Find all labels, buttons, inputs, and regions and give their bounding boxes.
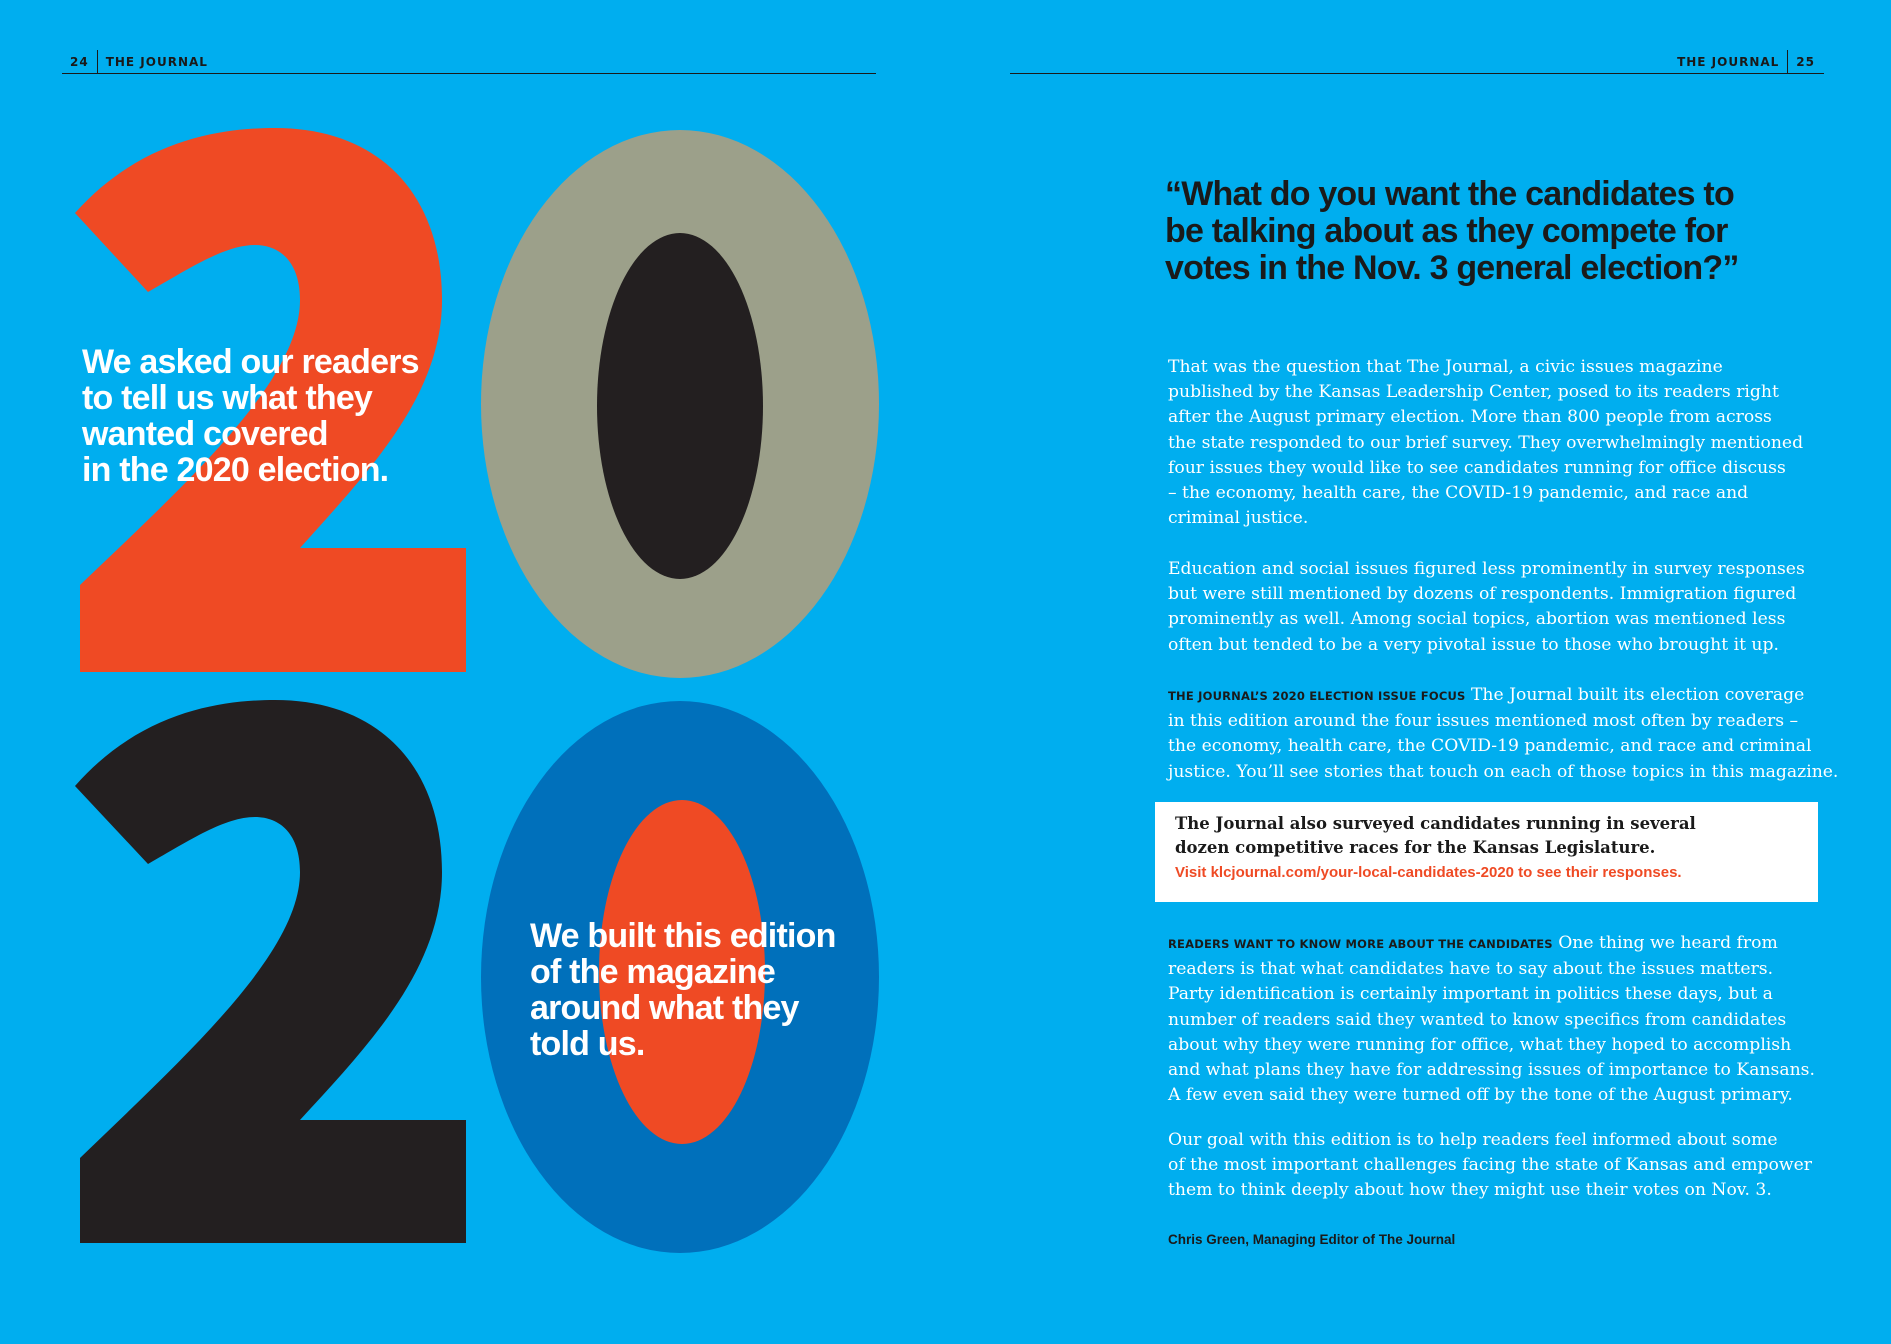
- body-line: Party identification is certainly important in politics these days, but a: [1168, 984, 1773, 1005]
- left-running-title: THE JOURNAL: [105, 55, 208, 69]
- body-line: the economy, health care, the COVID-19 pandemic, and race and criminal: [1168, 736, 1812, 757]
- body-line: after the August primary election. More than 800 people from across: [1168, 407, 1772, 428]
- body-line: prominently as well. Among social topics, abortion was mentioned less: [1168, 609, 1786, 630]
- paragraph-intro: [1168, 355, 1828, 531]
- right-page-number: 25: [1796, 55, 1815, 69]
- callout-line: The Journal also surveyed candidates running in several: [1175, 814, 1696, 833]
- callout-line: dozen competitive races for the Kansas Legislature.: [1175, 838, 1656, 857]
- paragraph-issue-focus: [1168, 683, 1839, 785]
- digit-two-bottom: [75, 700, 466, 1243]
- body-line: A few even said they were turned off by the tone of the August primary.: [1168, 1085, 1793, 1106]
- body-line: [1168, 931, 1828, 957]
- body-line: of the most important challenges facing the state of Kansas and empower: [1168, 1155, 1812, 1176]
- body-line: That was the question that The Journal, a civic issues magazine: [1168, 357, 1723, 377]
- intro-line: in the 2020 election.: [82, 451, 389, 489]
- body-line: justice. You’ll see stories that touch on each of those topics in this magazine.: [1168, 761, 1839, 782]
- body-line: Our goal with this edition is to help readers feel informed about some: [1168, 1130, 1778, 1150]
- body-line: number of readers said they wanted to know specifics from candidates: [1168, 1009, 1787, 1030]
- question-headline: [1165, 176, 1765, 287]
- body-line: published by the Kansas Leadership Center, posed to its readers right: [1168, 382, 1779, 403]
- candidate-survey-callout: [1155, 802, 1818, 902]
- outro-line: of the magazine: [530, 953, 775, 991]
- author-signoff: Chris Green, Managing Editor of The Journal: [1168, 1232, 1456, 1247]
- headline-line: votes in the Nov. 3 general election?”: [1165, 249, 1739, 287]
- intro-line: We asked our readers: [82, 343, 419, 381]
- outro-line: We built this edition: [530, 917, 836, 955]
- body-line: [1168, 683, 1828, 709]
- body-line: four issues they would like to see candidates running for office discuss: [1168, 457, 1786, 478]
- headline-line: be talking about as they compete for: [1165, 212, 1728, 250]
- headline-line: “What do you want the candidates to: [1165, 175, 1734, 213]
- paragraph-goal: [1168, 1128, 1828, 1204]
- body-line: often but tended to be a very pivotal issue to those who brought it up.: [1168, 634, 1779, 655]
- body-line: about why they were running for office, what they hoped to accomplish: [1168, 1034, 1792, 1055]
- paragraph-survey-results: [1168, 557, 1828, 658]
- body-line: readers is that what candidates have to say about the issues matters.: [1168, 959, 1774, 980]
- body-line: and what plans they have for addressing issues of importance to Kansans.: [1168, 1060, 1815, 1081]
- section-kicker: READERS WANT TO KNOW MORE ABOUT THE CANDIDATES: [1168, 937, 1553, 951]
- digit-zero-top: [481, 130, 879, 678]
- intro-line: wanted covered: [82, 415, 328, 453]
- intro-statement: [82, 344, 419, 488]
- section-kicker: THE JOURNAL’S 2020 ELECTION ISSUE FOCUS: [1168, 689, 1466, 703]
- body-line: – the economy, health care, the COVID-19 pandemic, and race and: [1168, 483, 1749, 504]
- candidate-responses-link[interactable]: Visit klcjournal.com/your-local-candidates-2020 to see their responses.: [1175, 864, 1682, 881]
- body-line: in this edition around the four issues mentioned most often by readers –: [1168, 711, 1799, 732]
- intro-line: to tell us what they: [82, 379, 373, 417]
- outro-line: told us.: [530, 1025, 645, 1063]
- body-text: The Journal built its election coverage: [1465, 685, 1805, 705]
- body-line: but were still mentioned by dozens of respondents. Immigration figured: [1168, 584, 1797, 605]
- paragraph-candidates: [1168, 931, 1828, 1108]
- right-running-title: THE JOURNAL: [1677, 55, 1780, 69]
- body-text: One thing we heard from: [1552, 933, 1778, 953]
- body-line: them to think deeply about how they might use their votes on Nov. 3.: [1168, 1180, 1772, 1201]
- body-line: the state responded to our brief survey. They overwhelmingly mentioned: [1168, 432, 1804, 453]
- left-page-number: 24: [70, 55, 89, 69]
- outro-statement: [530, 918, 836, 1062]
- body-line: criminal justice.: [1168, 508, 1309, 529]
- outro-line: around what they: [530, 989, 799, 1027]
- body-line: Education and social issues figured less prominently in survey responses: [1168, 559, 1805, 579]
